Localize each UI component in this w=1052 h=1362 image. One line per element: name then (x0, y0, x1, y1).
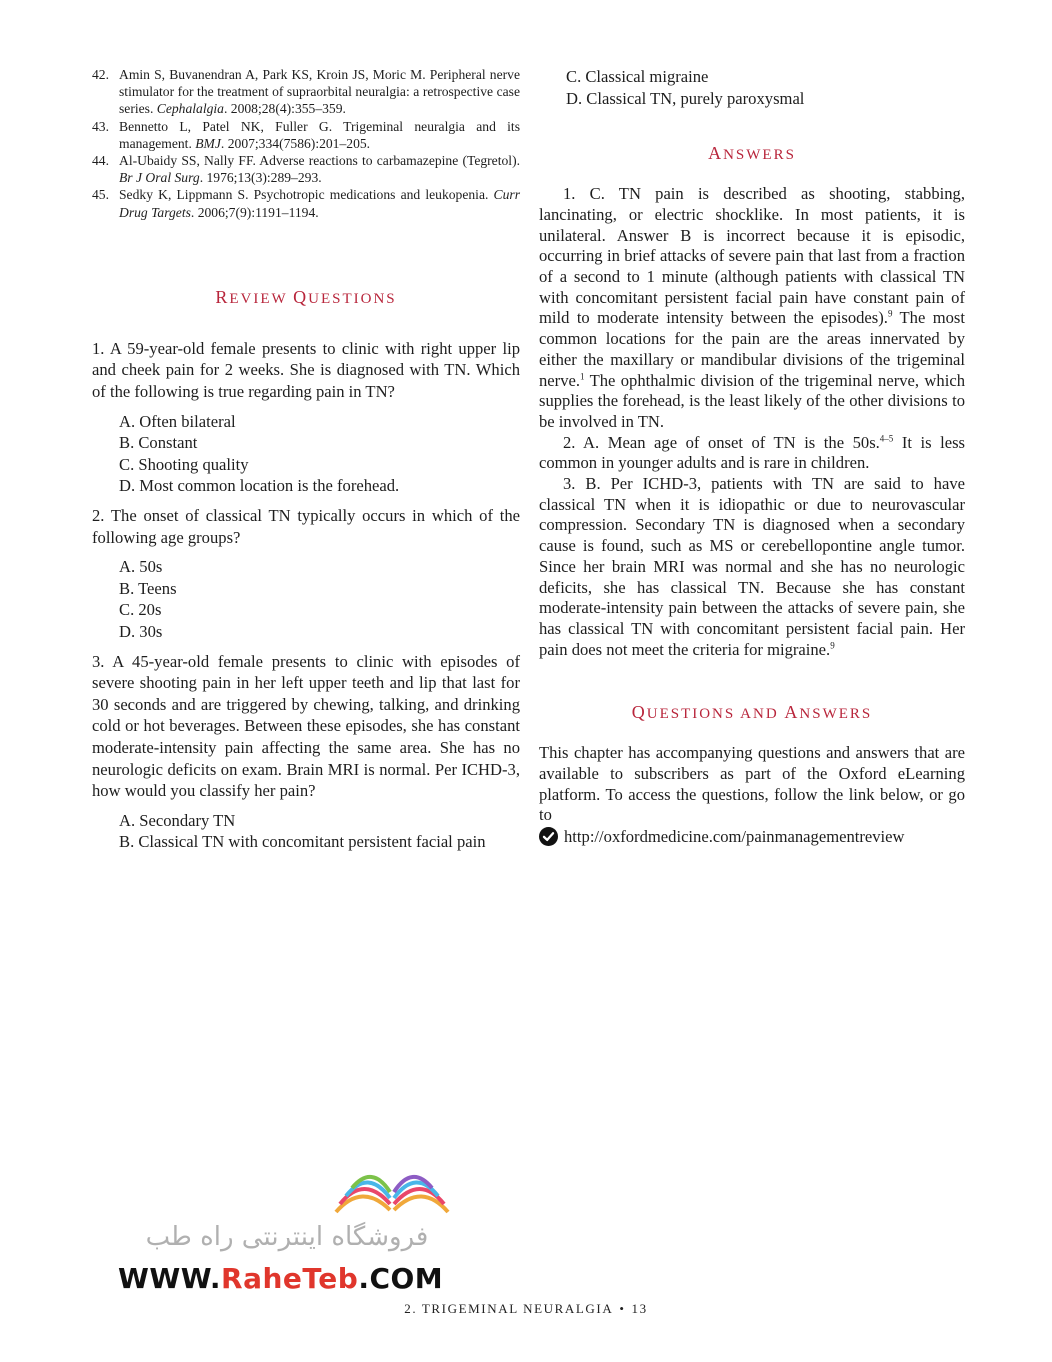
question-stem: 3. A 45-year-old female presents to clinic with episodes of severe shooting pain in her left upper teeth and lip that last for 30 seconds and are triggered by chewing, talking, and drinking cold or hot beverages. Between these episodes, she has constant moderate-intensity pain affecting the same area. She has no neurologic deficits on exam. Brain MRI is normal. Per ICHD-3, how would you classify her pain? (92, 651, 520, 801)
option: D. Classical TN, purely paroxysmal (566, 88, 805, 108)
reference-list (92, 66, 520, 221)
elearning-link[interactable]: http://oxfordmedicine.com/painmanagementreview (564, 827, 905, 847)
book-logo-icon (332, 1164, 452, 1224)
question-1 (92, 338, 520, 497)
option: B. Constant (119, 433, 198, 453)
option: A. 50s (119, 557, 163, 577)
qa-link-row[interactable] (539, 826, 965, 847)
option: D. 30s (119, 621, 163, 641)
reference-item: 45. Sedky K, Lippmann S. Psychotropic medications and leukopenia. Curr Drug Targets. 2006;7(9):1191–1194. (92, 187, 520, 220)
answer-3: 3. B. Per ICHD-3, patients with TN are said to have classical TN when it is idiopathic or due to neurovascular compression. Secondary TN is diagnosed when a secondary cause is found, such as MS or cerebellopontine angle tumor. Since her brain MRI was normal and she has no neurologic deficits, she has classical TN. Because she has constant moderate-intensity pain between the attacks of severe pain, she has classical TN with concomitant persistent facial pain. Her pain does not meet the criteria for migraine.$^9$ (539, 474, 965, 659)
answer-options (92, 810, 520, 853)
question-stem: 1. A 59-year-old female presents to clinic with right upper lip and cheek pain for 2 weeks. She is diagnosed with TN. Which of the following is true regarding pain in TN? (92, 338, 520, 402)
watermark-persian-text: فروشگاه اینترنتی راه طب (145, 1222, 429, 1252)
answer-2: 2. A. Mean age of onset of TN is the 50s.$^{4-5}$ It is less common in younger adults and is rare in children. (539, 432, 965, 473)
reference-item: 42. Amin S, Buvanendran A, Park KS, Kroin JS, Moric M. Peripheral nerve stimulator for the treatment of supraorbital neuralgia: a retrospective case series. Cephalalgia. 2008;28(4):355–359. (92, 67, 520, 117)
question-3 (92, 651, 520, 853)
reference-item: 43. Bennetto L, Patel NK, Fuller G. Trigeminal neuralgia and its management. BMJ. 2007;334(7586):201–205. (92, 118, 520, 151)
reference-item: 44. Al-Ubaidy SS, Nally FF. Adverse reactions to carbamazepine (Tegretol). Br J Oral Surg. 1976;13(3):289–293. (92, 153, 520, 186)
answer-options (92, 411, 520, 497)
answers-heading: ANSWERS (708, 143, 796, 164)
answers-body (539, 184, 965, 660)
option: C. Shooting quality (119, 454, 249, 474)
check-circle-icon (539, 827, 558, 846)
option: C. 20s (119, 600, 162, 620)
footer-bullet: • (619, 1301, 626, 1316)
option: B. Classical TN with concomitant persistent facial pain (119, 832, 486, 852)
running-footer-chapter: 2. TRIGEMINAL NEURALGIA (404, 1301, 614, 1316)
page-number: 13 (631, 1301, 648, 1316)
review-questions-heading: REVIEW QUESTIONS (215, 286, 397, 307)
watermark (118, 1160, 458, 1300)
option: B. Teens (119, 578, 177, 598)
answer-options-continued (539, 66, 965, 109)
page-footer (0, 1301, 1052, 1317)
right-column (539, 66, 965, 847)
question-stem: 2. The onset of classical TN typically occurs in which of the following age groups? (92, 505, 520, 547)
questions-and-answers-heading: QUESTIONS AND ANSWERS (631, 702, 873, 723)
option: A. Secondary TN (119, 810, 236, 830)
answer-options (92, 556, 520, 642)
option: C. Classical migraine (566, 67, 709, 86)
qa-body (539, 743, 965, 847)
left-column (92, 66, 520, 861)
qa-description: This chapter has accompanying questions and answers that are available to subscribers as part of the Oxford eLearning platform. To access the questions, follow the link below, or go to (539, 743, 965, 825)
option: D. Most common location is the forehead. (119, 476, 400, 496)
answer-1: 1. C. TN pain is described as shooting, stabbing, lancinating, or electric shocklike. In most patients, it is unilateral. Answer B is incorrect because it is episodic, occurring in brief attacks of severe pain that last from a fraction of a second to 1 minute (although patients with classical TN with concomitant persistent facial pain have constant pain of mild to moderate intensity between the episodes).$^9$ The most common locations for the pain are the areas innervated by either the maxillary or mandibular divisions of the trigeminal nerve.$^1$ The ophthalmic division of the trigeminal nerve, which supplies the forehead, is the least likely of the other divisions to be involved in TN. (539, 184, 965, 431)
watermark-url: WWW.RaheTeb.COM (118, 1262, 444, 1295)
question-2 (92, 505, 520, 643)
option: A. Often bilateral (119, 411, 236, 431)
